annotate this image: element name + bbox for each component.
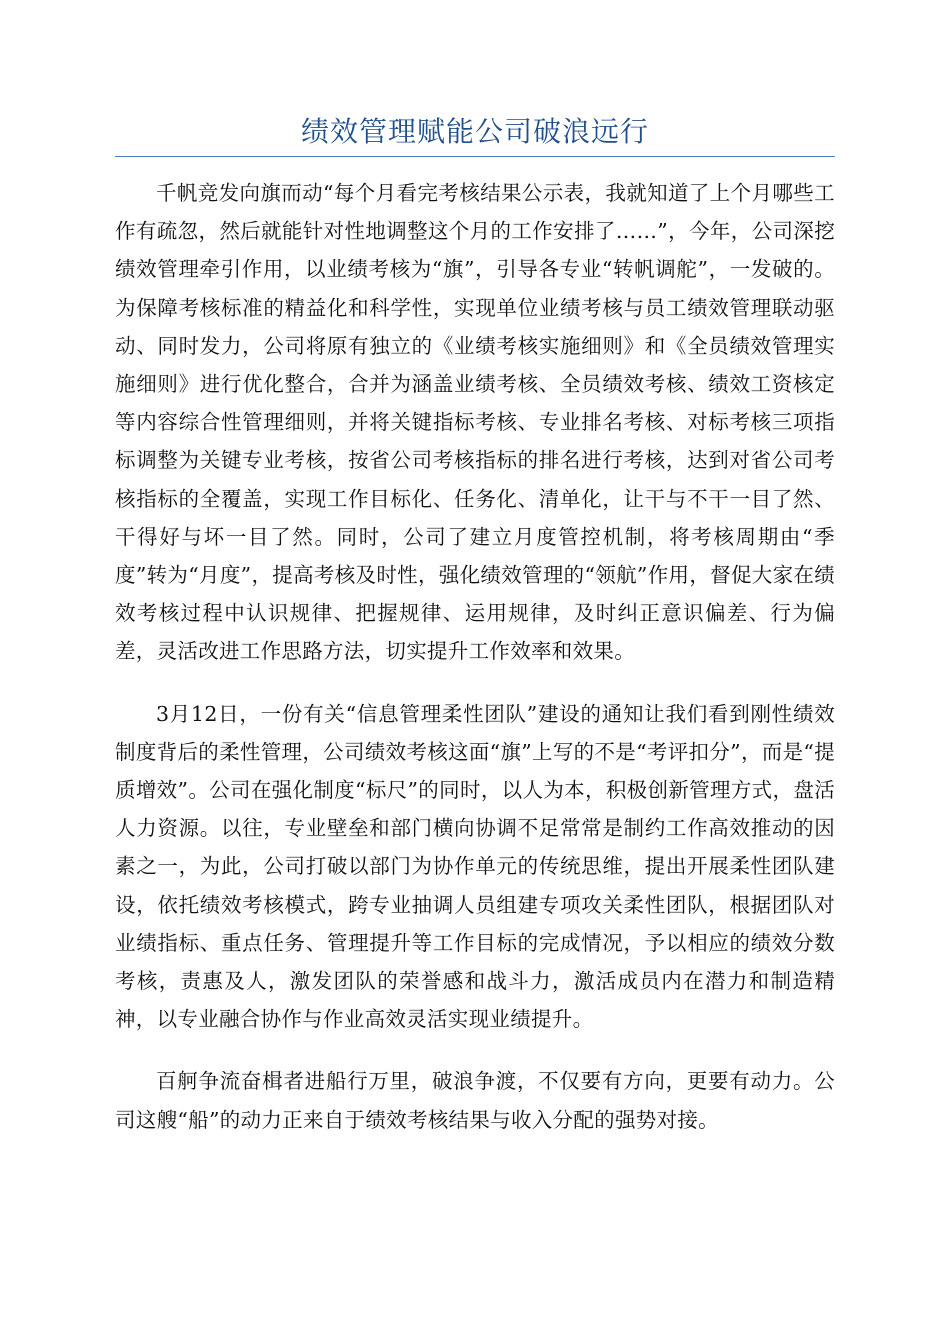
paragraph-2: 3月12日，一份有关“信息管理柔性团队”建设的通知让我们看到刚性绩效制度背后的柔性管理，公司绩效考核这面“旗”上写的不是“考评扣分”，而是“提质增效”。公司在强化制度“标尺”的同时，以人为本，积极创新管理方式，盘活人力资源。以往，专业壁垒和部门横向协调不足常常是制约工作高效推动的因素之一，为此，公司打破以部门为协作单元的传统思维，提出开展柔性团队建设，依托绩效考核模式，跨专业抽调人员组建专项攻关柔性团队，根据团队对业绩指标、重点任务、管理提升等工作目标的完成情况，予以相应的绩效分数考核，责惠及人，激发团队的荣誉感和战斗力，激活成员内在潜力和制造精神，以专业融合协作与作业高效灵活实现业绩提升。: [115, 701, 835, 1032]
title-block: [115, 112, 835, 157]
document-body: [115, 174, 835, 1163]
document-title: 绩效管理赋能公司破浪远行: [300, 115, 649, 148]
paragraph-3: 百舸争流奋楫者进船行万里，破浪争渡，不仅要有方向，更要有动力。公司这艘“船”的动力正来自于绩效考核结果与收入分配的强势对接。: [115, 1069, 835, 1132]
paragraph-1: 千帆竞发向旗而动“每个月看完考核结果公示表，我就知道了上个月哪些工作有疏忽，然后就能针对性地调整这个月的工作安排了……”，今年，公司深挖绩效管理牵引作用，以业绩考核为“旗”，引导各专业“转帆调舵”，一发破的。为保障考核标准的精益化和科学性，实现单位业绩考核与员工绩效管理联动驱动、同时发力，公司将原有独立的《业绩考核实施细则》和《全员绩效管理实施细则》进行优化整合，合并为涵盖业绩考核、全员绩效考核、绩效工资核定等内容综合性管理细则，并将关键指标考核、专业排名考核、对标考核三项指标调整为关键专业考核，按省公司考核指标的排名进行考核，达到对省公司考核指标的全覆盖，实现工作目标化、任务化、清单化，让干与不干一目了然、干得好与坏一目了然。同时，公司了建立月度管控机制，将考核周期由“季度”转为“月度”，提高考核及时性，强化绩效管理的“领航”作用，督促大家在绩效考核过程中认识规律、把握规律、运用规律，及时纠正意识偏差、行为偏差，灵活改进工作思路方法，切实提升工作效率和效果。: [115, 181, 835, 664]
